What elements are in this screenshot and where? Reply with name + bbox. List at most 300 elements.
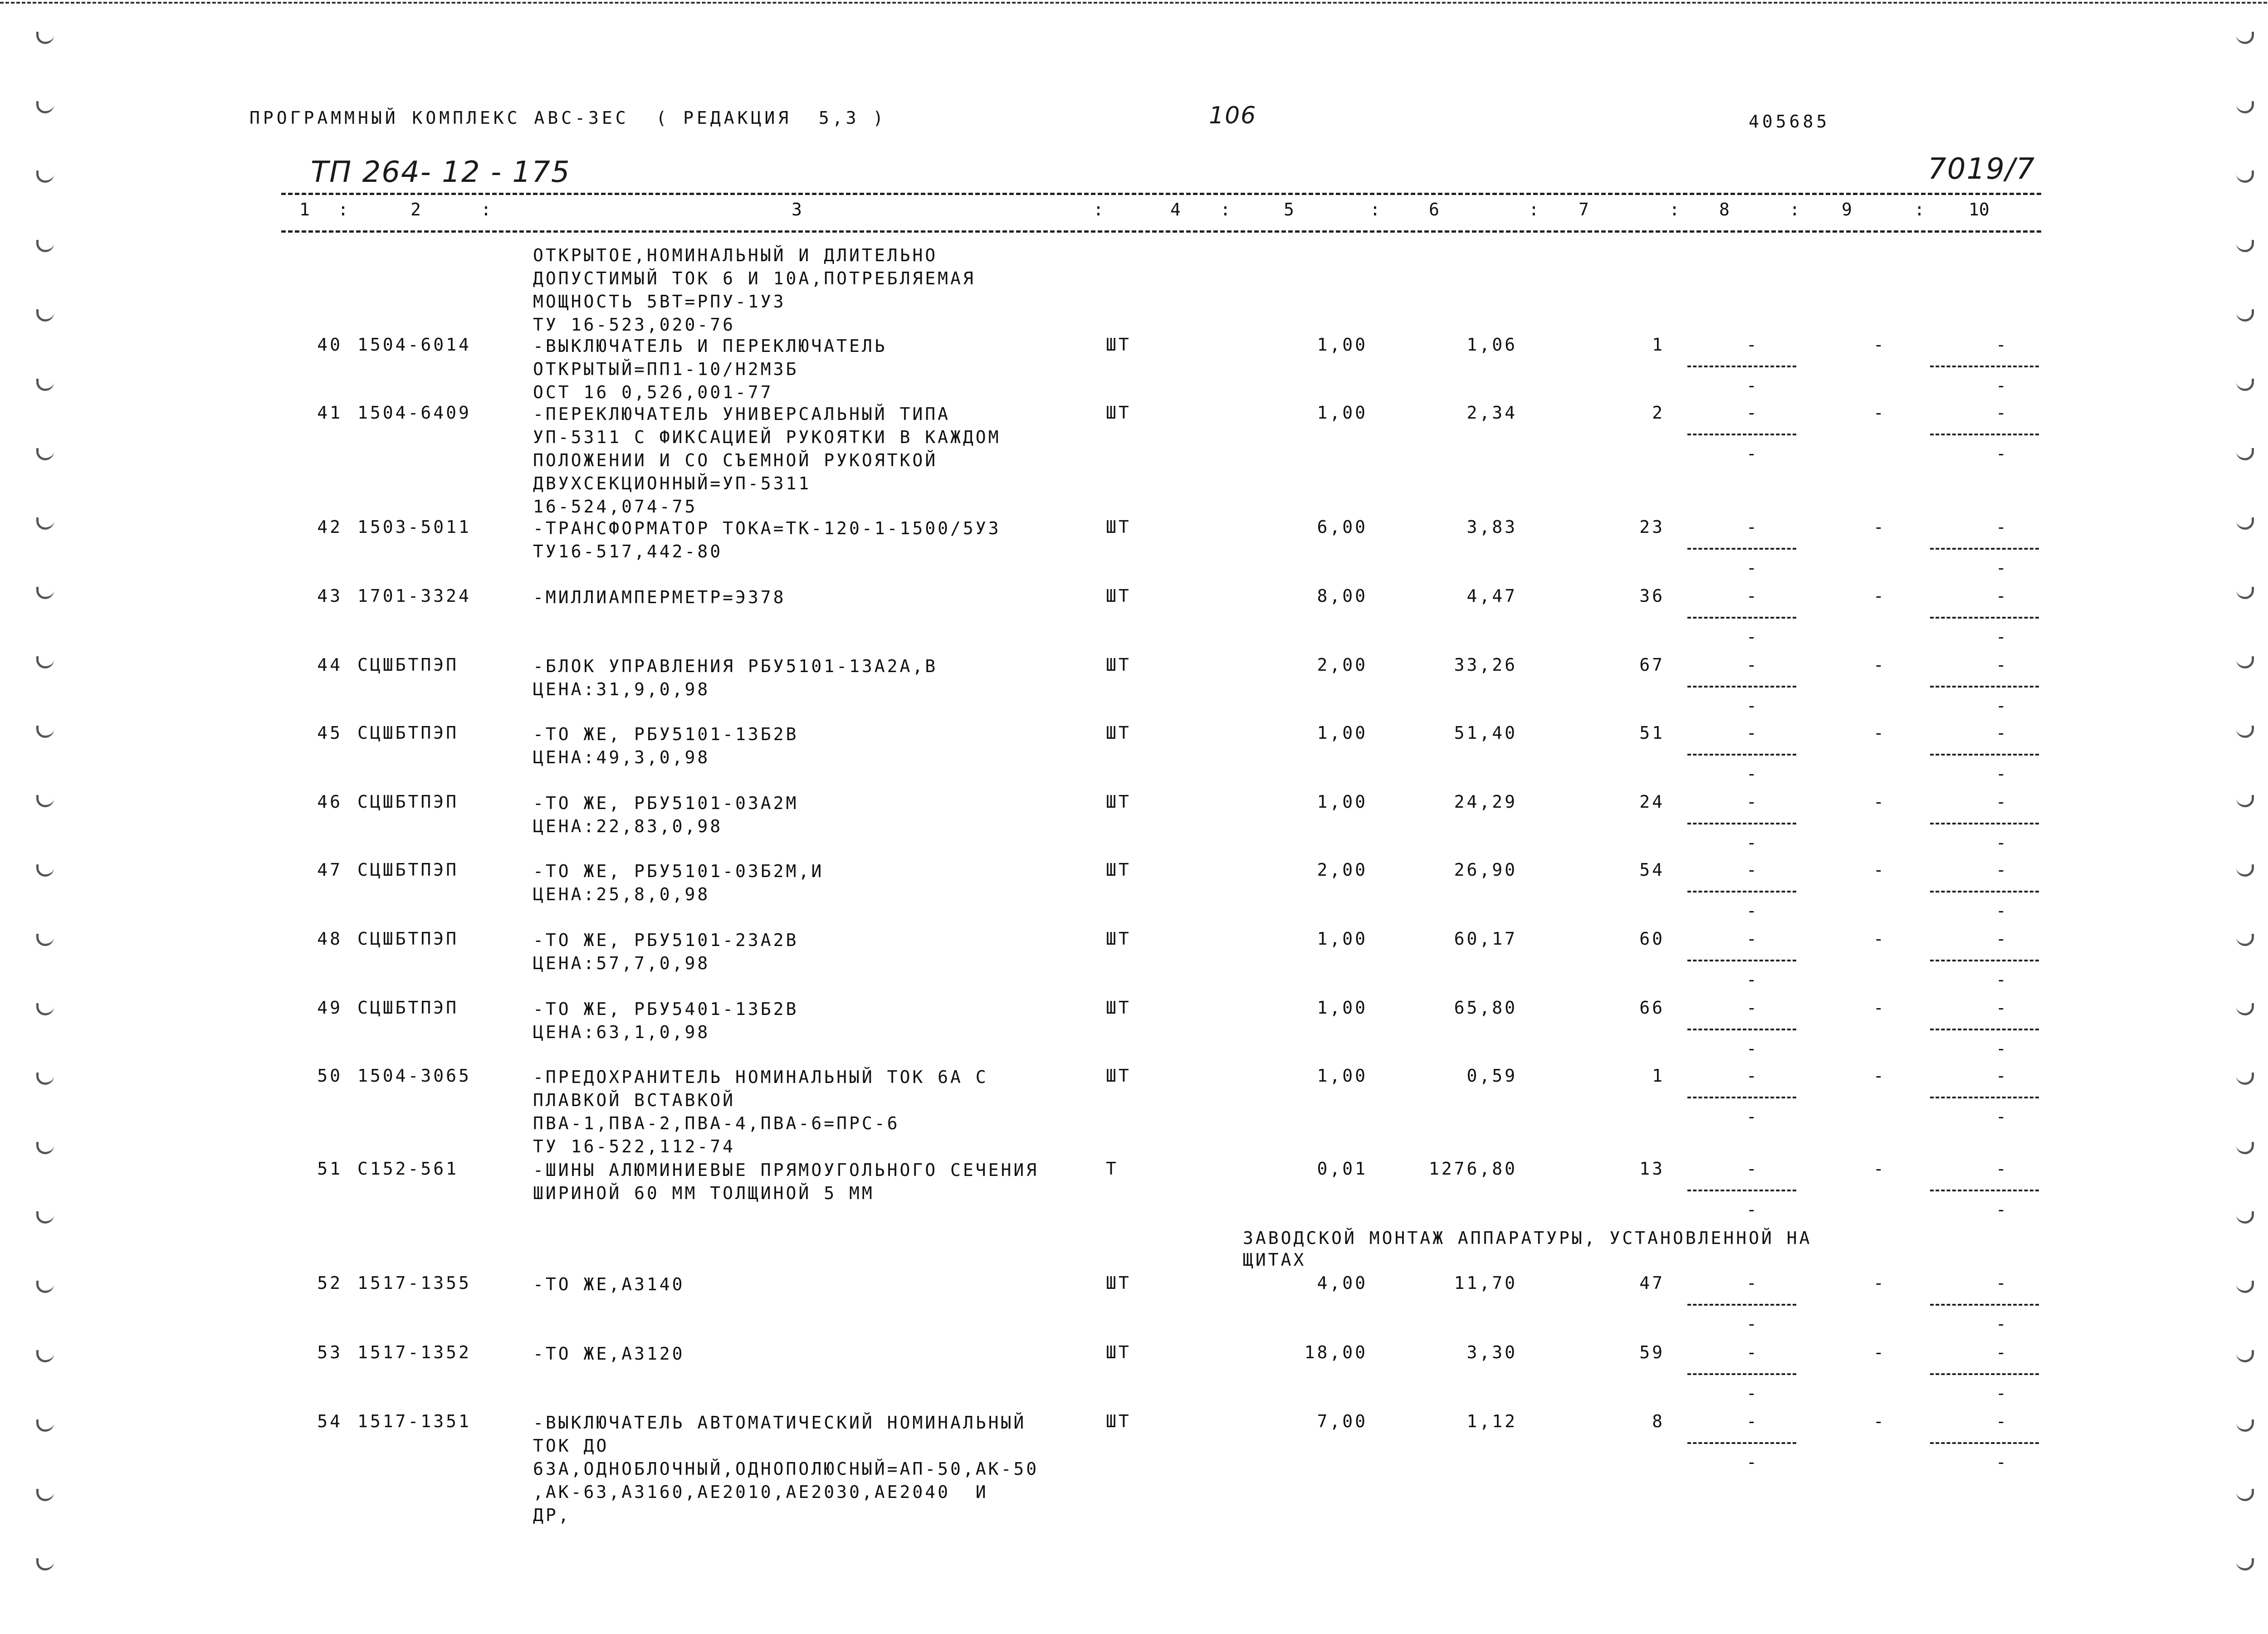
column-header: 1 — [299, 200, 310, 219]
row-dash-rule — [1687, 1373, 1796, 1375]
blank-mark: - — [1996, 1383, 2009, 1403]
sprocket-hole — [2236, 864, 2254, 877]
row-code: 1701-3324 — [357, 586, 471, 606]
description-line: -ВЫКЛЮЧАТЕЛЬ АВТОМАТИЧЕСКИЙ НОМИНАЛЬНЫЙ — [533, 1413, 1026, 1433]
row-dash-rule — [1930, 1190, 2039, 1191]
row-number: 50 — [317, 1066, 342, 1086]
sprocket-hole — [36, 1211, 54, 1224]
row-col9: - — [1873, 403, 1886, 423]
row-unit: ШТ — [1106, 1411, 1131, 1431]
blank-mark: - — [1746, 1039, 1759, 1058]
blank-mark: - — [1746, 792, 1759, 812]
row-dash-rule — [1930, 548, 2039, 550]
blank-mark: - — [1996, 1200, 2009, 1219]
sprocket-hole — [36, 448, 54, 460]
row-code: 1517-1355 — [357, 1273, 471, 1293]
row-dash-rule — [1930, 891, 2039, 893]
sprocket-hole — [36, 726, 54, 738]
description-line: ПОЛОЖЕНИИ И СО СЪЕМНОЙ РУКОЯТКОЙ — [533, 450, 938, 470]
row-col7: 47 — [1639, 1273, 1665, 1293]
row-price: 33,26 — [1454, 655, 1517, 675]
row-quantity: 2,00 — [1317, 655, 1368, 675]
row-quantity: 4,00 — [1317, 1273, 1368, 1293]
blank-mark: - — [1996, 655, 2009, 675]
row-dash-rule — [1930, 434, 2039, 435]
sprocket-hole — [36, 1003, 54, 1015]
row-unit: ШТ — [1106, 860, 1131, 880]
blank-mark: - — [1996, 376, 2009, 395]
row-number: 54 — [317, 1411, 342, 1431]
row-col7: 13 — [1639, 1159, 1665, 1179]
page-number: 106 — [1209, 102, 1257, 129]
description-line: -ТО ЖЕ, РБУ5101-13Б2В — [533, 724, 799, 744]
row-col7: 67 — [1639, 655, 1665, 675]
sprocket-hole — [2236, 240, 2254, 252]
row-quantity: 8,00 — [1317, 586, 1368, 606]
sprocket-hole — [36, 240, 54, 252]
column-header: 5 — [1284, 200, 1294, 219]
column-separator: : — [1669, 200, 1680, 219]
sprocket-hole — [36, 1419, 54, 1432]
blank-mark: - — [1746, 1411, 1759, 1431]
sprocket-hole — [2236, 726, 2254, 738]
row-col9: - — [1873, 792, 1886, 812]
row-number: 47 — [317, 860, 342, 880]
blank-mark: - — [1996, 627, 2009, 647]
blank-mark: - — [1746, 1107, 1759, 1127]
sprocket-hole — [36, 517, 54, 530]
description-line: ДР, — [533, 1505, 571, 1525]
row-price: 51,40 — [1454, 723, 1517, 743]
blank-mark: - — [1746, 970, 1759, 990]
sprocket-hole — [36, 587, 54, 599]
description-line: -ТО ЖЕ, РБУ5401-13Б2В — [533, 999, 799, 1019]
row-code: СЦШБТПЭП — [357, 998, 459, 1018]
description-line: ЦЕНА:25,8,0,98 — [533, 884, 710, 904]
column-separator: : — [1914, 200, 1925, 219]
row-quantity: 18,00 — [1304, 1342, 1368, 1362]
row-quantity: 1,00 — [1317, 792, 1368, 812]
blank-mark: - — [1746, 335, 1759, 355]
row-code: СЦШБТПЭП — [357, 792, 459, 812]
row-price: 26,90 — [1454, 860, 1517, 880]
blank-mark: - — [1996, 723, 2009, 743]
description-line: ТУ 16-523,020-76 — [533, 315, 736, 335]
row-quantity: 2,00 — [1317, 860, 1368, 880]
blank-mark: - — [1996, 1452, 2009, 1472]
description-line: -ВЫКЛЮЧАТЕЛЬ И ПЕРЕКЛЮЧАТЕЛЬ — [533, 336, 887, 356]
sprocket-hole — [2236, 171, 2254, 183]
row-price: 3,30 — [1466, 1342, 1517, 1362]
sprocket-hole — [36, 379, 54, 391]
column-separator: : — [1789, 200, 1800, 219]
blank-mark: - — [1746, 403, 1759, 423]
column-header: 9 — [1842, 200, 1852, 219]
sprocket-hole — [2236, 448, 2254, 460]
row-quantity: 1,00 — [1317, 1066, 1368, 1086]
blank-mark: - — [1996, 444, 2009, 463]
row-col9: - — [1873, 860, 1886, 880]
row-number: 52 — [317, 1273, 342, 1293]
blank-mark: - — [1746, 1159, 1759, 1179]
blank-mark: - — [1746, 586, 1759, 606]
description-line: ТУ16-517,442-80 — [533, 541, 723, 561]
sprocket-hole — [2236, 1558, 2254, 1571]
row-price: 0,59 — [1466, 1066, 1517, 1086]
row-col9: - — [1873, 1159, 1886, 1179]
row-unit: ШТ — [1106, 929, 1131, 949]
row-unit: Т — [1106, 1159, 1119, 1179]
row-col9: - — [1873, 723, 1886, 743]
sprocket-hole — [36, 309, 54, 322]
row-number: 41 — [317, 403, 342, 423]
blank-mark: - — [1746, 558, 1759, 578]
sprocket-hole — [2236, 32, 2254, 44]
blank-mark: - — [1996, 1314, 2009, 1334]
row-code: СЦШБТПЭП — [357, 723, 459, 743]
row-dash-rule — [1930, 754, 2039, 756]
description-line: -ТО ЖЕ, РБУ5101-03Б2М,И — [533, 861, 824, 881]
row-col7: 8 — [1652, 1411, 1665, 1431]
row-dash-rule — [1930, 686, 2039, 688]
row-col9: - — [1873, 929, 1886, 949]
description-line: ,АК-63,А3160,АЕ2010,АЕ2030,АЕ2040 И — [533, 1482, 988, 1502]
blank-mark: - — [1996, 1273, 2009, 1293]
column-header: 10 — [1969, 200, 1989, 219]
description-line: ЦЕНА:49,3,0,98 — [533, 747, 710, 767]
blank-mark: - — [1746, 998, 1759, 1018]
section-title-line: ЩИТАХ — [1243, 1250, 1306, 1270]
row-col7: 51 — [1639, 723, 1665, 743]
row-number: 51 — [317, 1159, 342, 1179]
row-number: 43 — [317, 586, 342, 606]
description-line: -ТО ЖЕ,А3120 — [533, 1344, 685, 1364]
row-col9: - — [1873, 998, 1886, 1018]
row-col9: - — [1873, 655, 1886, 675]
sprocket-holes-right — [2236, 0, 2263, 1634]
row-col7: 1 — [1652, 335, 1665, 355]
row-dash-rule — [1930, 1373, 2039, 1375]
description-line: ТУ 16-522,112-74 — [533, 1136, 736, 1156]
sprocket-hole — [36, 101, 54, 113]
sprocket-hole — [36, 1489, 54, 1501]
row-number: 48 — [317, 929, 342, 949]
blank-mark: - — [1746, 929, 1759, 949]
row-price: 1276,80 — [1428, 1159, 1517, 1179]
row-price: 4,47 — [1466, 586, 1517, 606]
column-separator: : — [1093, 200, 1104, 219]
row-quantity: 1,00 — [1317, 998, 1368, 1018]
sprocket-hole — [2236, 1142, 2254, 1154]
blank-mark: - — [1746, 517, 1759, 537]
row-col7: 66 — [1639, 998, 1665, 1018]
row-col7: 60 — [1639, 929, 1665, 949]
row-col9: - — [1873, 1411, 1886, 1431]
row-price: 60,17 — [1454, 929, 1517, 949]
description-line: ЦЕНА:57,7,0,98 — [533, 953, 710, 973]
row-dash-rule — [1930, 1097, 2039, 1098]
row-unit: ШТ — [1106, 335, 1131, 355]
description-line: -БЛОК УПРАВЛЕНИЯ РБУ5101-13А2А,В — [533, 656, 938, 676]
row-unit: ШТ — [1106, 517, 1131, 537]
row-dash-rule — [1930, 617, 2039, 619]
blank-mark: - — [1996, 1159, 2009, 1179]
sprocket-hole — [2236, 1211, 2254, 1224]
row-col9: - — [1873, 335, 1886, 355]
row-quantity: 1,00 — [1317, 929, 1368, 949]
description-line: ЦЕНА:63,1,0,98 — [533, 1022, 710, 1042]
blank-mark: - — [1746, 627, 1759, 647]
row-number: 42 — [317, 517, 342, 537]
row-dash-rule — [1687, 1442, 1796, 1444]
blank-mark: - — [1996, 517, 2009, 537]
row-price: 65,80 — [1454, 998, 1517, 1018]
blank-mark: - — [1996, 586, 2009, 606]
blank-mark: - — [1996, 1039, 2009, 1058]
row-col7: 24 — [1639, 792, 1665, 812]
description-line: ОТКРЫТЫЙ=ПП1-10/Н2М3Б — [533, 359, 799, 379]
row-number: 46 — [317, 792, 342, 812]
sprocket-holes-left — [36, 0, 64, 1634]
column-separator: : — [338, 200, 348, 219]
row-col7: 1 — [1652, 1066, 1665, 1086]
row-code: 1517-1351 — [357, 1411, 471, 1431]
sprocket-hole — [2236, 795, 2254, 807]
row-col7: 23 — [1639, 517, 1665, 537]
column-header: 3 — [792, 200, 802, 219]
row-col7: 36 — [1639, 586, 1665, 606]
blank-mark: - — [1746, 696, 1759, 716]
row-dash-rule — [1687, 1097, 1796, 1098]
row-dash-rule — [1687, 548, 1796, 550]
column-header: 6 — [1429, 200, 1439, 219]
row-col9: - — [1873, 517, 1886, 537]
description-line: ДОПУСТИМЫЙ ТОК 6 И 10А,ПОТРЕБЛЯЕМАЯ — [533, 268, 976, 288]
blank-mark: - — [1996, 1066, 2009, 1086]
row-dash-rule — [1687, 686, 1796, 688]
row-code: 1517-1352 — [357, 1342, 471, 1362]
description-line: -ТО ЖЕ, РБУ5101-03А2М — [533, 793, 799, 813]
blank-mark: - — [1996, 901, 2009, 921]
row-dash-rule — [1930, 823, 2039, 824]
blank-mark: - — [1746, 1066, 1759, 1086]
sprocket-hole — [2236, 101, 2254, 113]
sprocket-hole — [2236, 1489, 2254, 1501]
sprocket-hole — [2236, 1419, 2254, 1432]
sprocket-hole — [2236, 587, 2254, 599]
row-code: 1504-6014 — [357, 335, 471, 355]
row-col9: - — [1873, 1342, 1886, 1362]
sprocket-hole — [36, 1142, 54, 1154]
blank-mark: - — [1746, 833, 1759, 853]
row-unit: ШТ — [1106, 586, 1131, 606]
row-number: 40 — [317, 335, 342, 355]
blank-mark: - — [1746, 655, 1759, 675]
description-line: -ТРАНСФОРМАТОР ТОКА=ТК-120-1-1500/5УЗ — [533, 518, 1001, 538]
blank-mark: - — [1996, 764, 2009, 784]
row-price: 11,70 — [1454, 1273, 1517, 1293]
description-line: ОСТ 16 0,526,001-77 — [533, 382, 773, 402]
column-header: 4 — [1170, 200, 1181, 219]
row-unit: ШТ — [1106, 1066, 1131, 1086]
blank-mark: - — [1746, 860, 1759, 880]
row-code: 1504-6409 — [357, 403, 471, 423]
blank-mark: - — [1996, 792, 2009, 812]
description-line: ПЛАВКОЙ ВСТАВКОЙ — [533, 1090, 736, 1110]
row-price: 1,06 — [1466, 335, 1517, 355]
blank-mark: - — [1996, 558, 2009, 578]
blank-mark: - — [1996, 1342, 2009, 1362]
sprocket-hole — [36, 171, 54, 183]
row-unit: ШТ — [1106, 655, 1131, 675]
row-price: 24,29 — [1454, 792, 1517, 812]
row-number: 49 — [317, 998, 342, 1018]
row-dash-rule — [1930, 960, 2039, 961]
blank-mark: - — [1746, 1273, 1759, 1293]
column-header: 2 — [411, 200, 421, 219]
sprocket-hole — [2236, 379, 2254, 391]
row-dash-rule — [1687, 891, 1796, 893]
description-line: -ПЕРЕКЛЮЧАТЕЛЬ УНИВЕРСАЛЬНЫЙ ТИПА — [533, 404, 950, 424]
blank-mark: - — [1746, 723, 1759, 743]
row-col7: 2 — [1652, 403, 1665, 423]
blank-mark: - — [1746, 376, 1759, 395]
row-col9: - — [1873, 1066, 1886, 1086]
blank-mark: - — [1746, 1452, 1759, 1472]
row-dash-rule — [1930, 1304, 2039, 1306]
row-dash-rule — [1687, 366, 1796, 367]
description-line: ОТКРЫТОЕ,НОМИНАЛЬНЫЙ И ДЛИТЕЛЬНО — [533, 245, 938, 265]
row-price: 1,12 — [1466, 1411, 1517, 1431]
row-code: СЦШБТПЭП — [357, 860, 459, 880]
blank-mark: - — [1746, 1200, 1759, 1219]
section-title-line: ЗАВОДСКОЙ МОНТАЖ АППАРАТУРЫ, УСТАНОВЛЕННОЙ НА — [1243, 1228, 1812, 1248]
row-quantity: 1,00 — [1317, 723, 1368, 743]
row-number: 44 — [317, 655, 342, 675]
row-dash-rule — [1930, 1029, 2039, 1030]
row-dash-rule — [1687, 617, 1796, 619]
document-code: 405685 — [1749, 112, 1830, 132]
sprocket-hole — [2236, 1350, 2254, 1362]
paper-edge — [0, 2, 2268, 8]
sprocket-hole — [36, 1558, 54, 1571]
sprocket-hole — [2236, 309, 2254, 322]
sprocket-hole — [36, 864, 54, 877]
blank-mark: - — [1996, 998, 2009, 1018]
blank-mark: - — [1996, 833, 2009, 853]
blank-mark: - — [1746, 1342, 1759, 1362]
column-separator: : — [1529, 200, 1539, 219]
row-unit: ШТ — [1106, 723, 1131, 743]
sprocket-hole — [36, 795, 54, 807]
row-dash-rule — [1930, 1442, 2039, 1444]
row-unit: ШТ — [1106, 1342, 1131, 1362]
doc-id: ТП 264- 12 - 175 — [311, 156, 571, 189]
row-code: СЦШБТПЭП — [357, 929, 459, 949]
rule-line — [281, 193, 2041, 195]
description-line: МОЩНОСТЬ 5ВТ=РПУ-1УЗ — [533, 292, 786, 312]
description-line: ЦЕНА:31,9,0,98 — [533, 679, 710, 699]
column-header: 8 — [1719, 200, 1730, 219]
row-dash-rule — [1687, 1304, 1796, 1306]
column-separator: : — [1370, 200, 1380, 219]
row-quantity: 1,00 — [1317, 335, 1368, 355]
row-col7: 59 — [1639, 1342, 1665, 1362]
row-dash-rule — [1687, 434, 1796, 435]
description-line: -ТО ЖЕ,А3140 — [533, 1274, 685, 1294]
blank-mark: - — [1746, 1383, 1759, 1403]
row-quantity: 6,00 — [1317, 517, 1368, 537]
rule-line — [281, 230, 2041, 233]
row-col9: - — [1873, 1273, 1886, 1293]
description-line: -ПРЕДОХРАНИТЕЛЬ НОМИНАЛЬНЫЙ ТОК 6А С — [533, 1067, 988, 1087]
blank-mark: - — [1996, 929, 2009, 949]
row-unit: ШТ — [1106, 1273, 1131, 1293]
row-dash-rule — [1687, 754, 1796, 756]
row-code: С152-561 — [357, 1159, 459, 1179]
row-code: 1504-3065 — [357, 1066, 471, 1086]
blank-mark: - — [1996, 335, 2009, 355]
row-price: 3,83 — [1466, 517, 1517, 537]
blank-mark: - — [1996, 696, 2009, 716]
description-line: ШИРИНОЙ 60 ММ ТОЛЩИНОЙ 5 ММ — [533, 1183, 875, 1203]
sheet-number: 7019/7 — [1928, 152, 2036, 186]
description-line: ЦЕНА:22,83,0,98 — [533, 816, 723, 836]
description-line: -ШИНЫ АЛЮМИНИЕВЫЕ ПРЯМОУГОЛЬНОГО СЕЧЕНИЯ — [533, 1160, 1039, 1180]
description-line: -ТО ЖЕ, РБУ5101-23А2В — [533, 930, 799, 950]
row-dash-rule — [1687, 1029, 1796, 1030]
sprocket-hole — [36, 656, 54, 668]
sprocket-hole — [2236, 1073, 2254, 1085]
row-number: 53 — [317, 1342, 342, 1362]
blank-mark: - — [1996, 860, 2009, 880]
row-dash-rule — [1687, 823, 1796, 824]
blank-mark: - — [1996, 1411, 2009, 1431]
blank-mark: - — [1746, 901, 1759, 921]
description-line: 63А,ОДНОБЛОЧНЫЙ,ОДНОПОЛЮСНЫЙ=АП-50,АК-50 — [533, 1459, 1039, 1479]
sprocket-hole — [36, 1350, 54, 1362]
sprocket-hole — [2236, 934, 2254, 946]
blank-mark: - — [1996, 970, 2009, 990]
blank-mark: - — [1746, 764, 1759, 784]
row-quantity: 0,01 — [1317, 1159, 1368, 1179]
sprocket-hole — [36, 1073, 54, 1085]
row-dash-rule — [1687, 960, 1796, 961]
row-quantity: 7,00 — [1317, 1411, 1368, 1431]
row-number: 45 — [317, 723, 342, 743]
blank-mark: - — [1746, 444, 1759, 463]
description-line: УП-5311 С ФИКСАЦИЕЙ РУКОЯТКИ В КАЖДОМ — [533, 427, 1001, 447]
row-code: 1503-5011 — [357, 517, 471, 537]
sprocket-hole — [36, 32, 54, 44]
sprocket-hole — [2236, 656, 2254, 668]
row-dash-rule — [1687, 1190, 1796, 1191]
description-line: 16-524,074-75 — [533, 497, 698, 517]
row-dash-rule — [1930, 366, 2039, 367]
description-line: ПВА-1,ПВА-2,ПВА-4,ПВА-6=ПРС-6 — [533, 1113, 900, 1133]
row-col9: - — [1873, 586, 1886, 606]
row-code: СЦШБТПЭП — [357, 655, 459, 675]
sprocket-hole — [2236, 1003, 2254, 1015]
column-header: 7 — [1579, 200, 1589, 219]
column-separator: : — [481, 200, 491, 219]
blank-mark: - — [1996, 403, 2009, 423]
row-unit: ШТ — [1106, 998, 1131, 1018]
description-line: ТОК ДО — [533, 1436, 609, 1456]
row-price: 2,34 — [1466, 403, 1517, 423]
row-col7: 54 — [1639, 860, 1665, 880]
blank-mark: - — [1996, 1107, 2009, 1127]
